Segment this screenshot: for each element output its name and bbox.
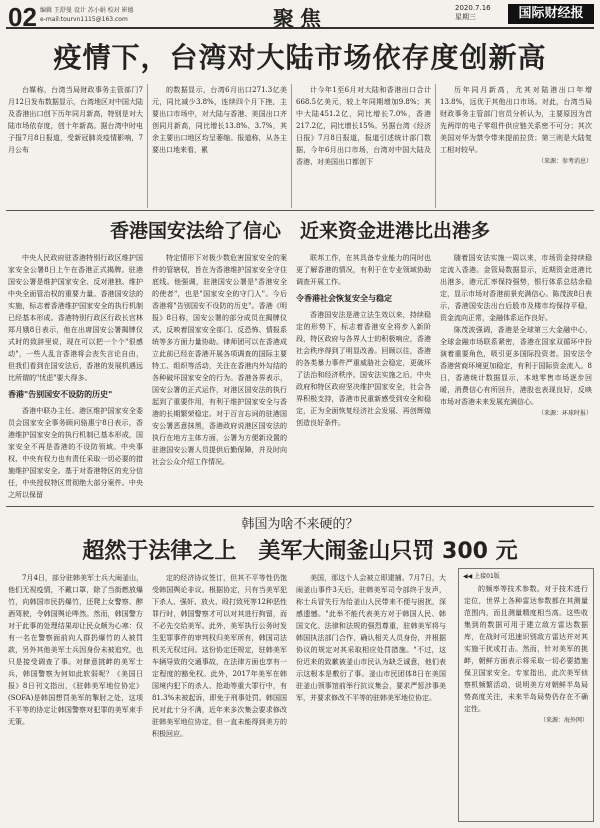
paragraph: 台媒称，台湾当局财政事务主管部门7月12日发布数据显示，台湾地区对中国大陆及香港出口创下历年同月新高，特别是对大陆市场依存度，创十年新高。据台湾中时电子报7月8日报道，受新冠肺炎疫情影响，7月公布 bbox=[8, 86, 143, 154]
paragraph: 联邦工作，在其具备专业能力的同时也更了解香港的情况，有利于在专业领域协助调查开展工作。 bbox=[296, 254, 431, 286]
column-separator bbox=[291, 84, 292, 208]
article2-column-2 bbox=[152, 252, 287, 502]
article3-column-2 bbox=[152, 572, 287, 822]
paragraph: 计今年1至6月对大陆和香港出口合计668.5亿美元，较上年同期增加9.8%；其中大陆451.2亿，同比增长7.0%，香港217.2亿，同比增长15%。另据台湾《经济日报》7月8日报道，报道引述统计部门数据，今年6月出口市场，台湾对中国大陆及香港、对美国出口都创下 bbox=[296, 86, 431, 166]
continued-label: ◀◀ 上接01版 bbox=[463, 573, 500, 580]
article2-column-4 bbox=[440, 252, 592, 502]
subheading: 香港"告别国安不设防的历史" bbox=[8, 390, 113, 399]
credits-email: e-mail:tourvn1115@163.com bbox=[40, 16, 128, 23]
source-credit: （来源：参考消息） bbox=[537, 158, 592, 165]
section-title: 聚焦 bbox=[273, 7, 327, 31]
paragraph: 的频率等技术参数。对于技术进行定位，世界上各种雷达参数都在其测量范围内，而且测量精度相当高。这些收集到的数据可用于建立敌方雷达数据库，在战时可迅速识别敌方雷达并对其实施干扰或打击。然而，针对美军的挑衅，朝鲜方面表示将采取一切必要措施保卫国家安全。专家指出，此次美军侦察机频繁活动，说明美方对朝鲜半岛局势高度关注，未来半岛局势仍存在不确定性。 bbox=[464, 585, 588, 713]
sidebar-column bbox=[464, 583, 588, 817]
article3-column-1 bbox=[8, 572, 143, 822]
paragraph: 7月4日，部分驻韩美军士兵大闹釜山，他们无视疫情，不戴口罩，除了当街燃放爆竹，向韩国市民扔爆竹，还爬上女警察、醉酒驾驶，令韩国舆论哗然。然而，韩国警方对于此事的处理结果却让民众颇为心寒：仅有一名在警察面前向人群扔爆竹的人被罚款，另外其他美军士兵因身份未被追究，也只是接受调查了事。对肆意挑衅的美军士兵，韩国警察为何如此软弱呢？《美国日报》8日刊文指出，《驻韩美军地位协定》(SOFA)是韩国想罚美军的掣肘之处，这项不平等的协定让韩国警察对犯罪的美军束手无策。 bbox=[8, 574, 143, 726]
divider bbox=[6, 210, 594, 211]
source-credit: （来源：海外网） bbox=[539, 717, 588, 724]
column-separator bbox=[147, 84, 148, 208]
article2-column-1 bbox=[8, 252, 143, 502]
paragraph: 历年同月新高，尤其对陆港出口年增13.8%，远优于其他出口市场。对此，台湾当局财政事务主管部门官员分析认为，主要原因为首先两岸的电子零组件供应链关系密不可分；其次美国对华为禁令带来提前拉货；第三则是大陆复工相对较早。 bbox=[440, 86, 592, 154]
article1-column-3 bbox=[296, 84, 431, 208]
divider bbox=[6, 506, 594, 507]
article2-column-3 bbox=[296, 252, 431, 502]
paragraph: 香港国安法是港立法生效以来，持续稳定的形势下，标志着香港安全将步入新阶段，特区政府与各界人士的积极响应，香港社会秩序得到了明显改善。回顾以往，香港的各类暴力事件严重威胁社会稳定，更破坏了法治和经济秩序。国安法实施之后，中央政府和特区政府坚决维护国家安全，社会各界积极支持，香港市民重新感受到安全和稳定，正为全面恢复经济社会发展、再创辉煌创造良好条件。 bbox=[296, 311, 431, 427]
kicker: 韩国为啥不来硬的？ bbox=[241, 517, 359, 532]
sidebar-box bbox=[458, 568, 594, 822]
header-rule bbox=[6, 27, 594, 29]
headline-2: 香港国安法给了信心 近来资金进港比出港多 bbox=[109, 220, 490, 242]
headline-1: 疫情下，台湾对大陆市场依存度创新高 bbox=[53, 41, 547, 74]
article3-column-3 bbox=[296, 572, 446, 822]
newspaper-logo: 国际财经报 bbox=[508, 4, 594, 24]
paragraph: 美国，那这个人会被立即逮捕。7月7日，大闹釜山事件3天后，驻韩美军司令部终于发声，称士兵冒失行为给釜山人民带来不便与困扰，深感遗憾。"此举不能代表美方对于韩国人民、韩国文化、法律和法规的强烈尊重，驻韩美军将与韩国执法部门合作，确认相关人员身份，并根据协议的规定对其采取相应处罚措施。"不过，这份迟来的致歉被釜山市民认为缺乏诚意，他们表示这根本是敷衍了事。釜山市民团体8日在美国驻釜山领事馆前举行抗议集会，要求严惩涉事美军，并要求修改不平等的驻韩美军地位协定。 bbox=[296, 574, 446, 702]
article1-column-2 bbox=[152, 84, 287, 208]
weekday: 星期三 bbox=[455, 13, 476, 21]
article1-column-1 bbox=[8, 84, 143, 208]
paragraph: 随着国安法实施一周以来，市场资金持续稳定流入香港。金管局数据显示，近期资金进港比出港多，港元汇率保持强势，银行体系总结余稳定，显示市场对香港前景充满信心。陈茂波8日表示，香港国安法出台后股市及楼市均保持平稳，资金流向正常，金融体系运作良好。 bbox=[440, 254, 592, 322]
paragraph: 的数据显示，台湾6月出口271.3亿美元，同比减少3.8%，连续四个月下挫，主要出口市场中，对大陆与香港、美国出口齐创同月新高，同比增长13.8%、3.7%，其余主要出口地区均呈萎缩。报道称，从各主要出口地来看，累 bbox=[152, 86, 287, 154]
paragraph: 陈茂波强调，香港是全球第三大金融中心，全球金融市场联系紧密，香港在国家双循环中扮演着重要角色，吸引更多国际投资者。国安法令香港营商环境更加稳定，有利于国际资金流入。8日，香港统计数据显示，本地零售市场逐步回暖，消费信心有所回升，港股也表现良好，反映市场对香港未来发展充满信心。 bbox=[440, 326, 592, 406]
article1-column-4 bbox=[440, 84, 592, 208]
date-value: 2020.7.16 bbox=[455, 4, 491, 12]
paragraph: 定的经济协议签订，但其不平等性仍饱受韩国舆论非议。根据协定，只有当美军犯下杀人、强奸、放火、殴打致死等12种恶性罪行时，韩国警察才可以对其进行拘留，而不必先交给美军。此外，美军执行公务时发生犯罪事件的审判权归美军所有，韩国司法机关无权过问。这份协定还规定，驻韩美军车辆导致的交通事故，在法律方面也享有一定程度的豁免权。此外，2017年美军在韩国境内犯下的杀人、抢劫等重大罪行中，有81.3%未被起诉，即免于刑事处罚。韩国国民对此十分不满，近年来多次集会要求修改驻韩美军地位协定，但一直未能得到美方的积极回应。 bbox=[152, 574, 287, 738]
column-separator bbox=[435, 84, 436, 208]
paragraph: 香港中联办主任、港区维护国家安全委员会国家安全事务顾问骆惠宁8日表示，香港维护国家安全的执行机制已基本形成，国家安全不再是香港的不设防领域。中央事权、中央有权力也有责任采取一切必要的措施维护国家安全。基于对香港特区的充分信任，中央授权特区贯彻绝大部分案件。中央之所以保留 bbox=[8, 407, 143, 499]
credits-line: 编辑 王舒曼 设计 苏小娟 校对 崔德 bbox=[40, 7, 134, 14]
subheading: 令香港社会恢复安全与稳定 bbox=[296, 294, 392, 303]
paragraph: 特定情形下对极少数危害国家安全的案件的管辖权，旨在为香港维护国家安全守住底线。他强调，驻港国安公署是"香港安全的使者"，也是"国家安全的守门人"。今后香港将"告别国安不设防的历史"。香港《明报》8日称，国安公署的部分成员在揭牌仪式，反映着国家安全部门、反恐怖、情报系统等多方面力量协助。律师团可以在香港成立此前已经在香港开展各项调查的国际主要特工、组织等活动，关注在香港内外勾结的各种破坏国家安全的行为。香港各界表示，国安公署的正式运作，对港区国安法的执行起到了重要作用，有利于维护国家安全与香港的长期繁荣稳定。对于百言忘词的驻港国安公署恶意抹黑，香港政府说港区国安法的执行在地方主体方面，公署为方便新设置的驻港国安公署人员提供后勤保障，并及时向社会公众介绍工作情况。 bbox=[152, 254, 287, 466]
issue-date bbox=[455, 4, 491, 22]
page-number: 02 bbox=[8, 2, 37, 32]
paragraph: 中央人民政府驻香港特别行政区维护国家安全公署8日上午在香港正式揭牌。驻港国安公署是维护国家安全、反对港独、维护中央全面管治权的重要力量。香港国安法的实施，标志着香港维护国家安全的执行机制已经基本形成。香港特别行政区行政长官林郑月娥8日表示，他在出席国安公署揭牌仪式时的致辞里说，现在可以把一个个"很感动"，一些人乱言香港将会丧失言论自由，但我们看到在国安法后，香港的发展机遇远比所谓的"忧虑"要大得多。 bbox=[8, 254, 143, 382]
headline-3: 超然于法律之上 美军大闹釜山只罚 300 元 bbox=[82, 539, 518, 564]
source-credit: （来源：环球时报） bbox=[537, 410, 592, 417]
